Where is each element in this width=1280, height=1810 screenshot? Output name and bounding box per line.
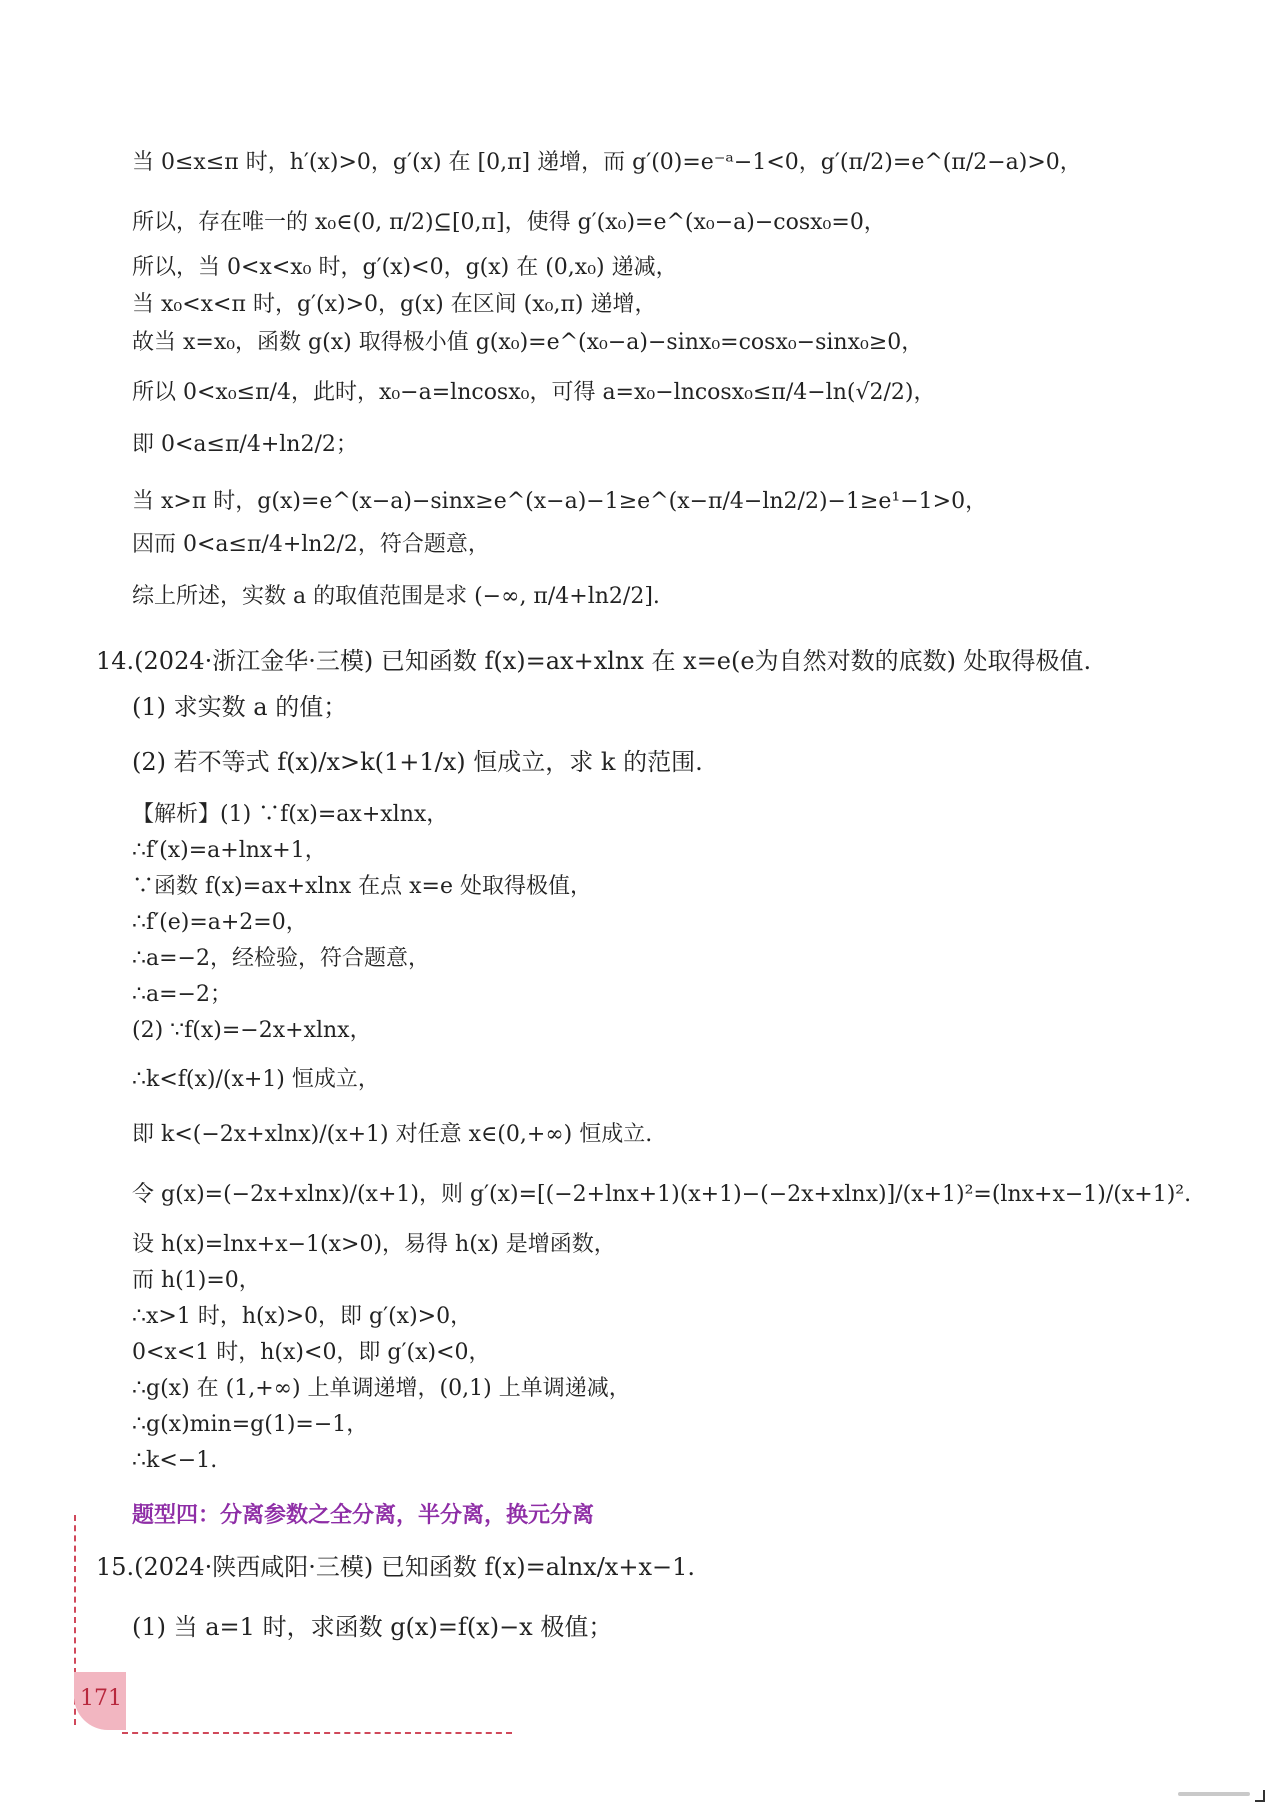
text-line: 所以，存在唯一的 x₀∈(0, π/2)⊆[0,π]，使得 g′(x₀)=e^(x₀−a)−cosx₀=0，	[132, 210, 886, 235]
text-line: 而 h(1)=0，	[132, 1268, 261, 1293]
text-line: 当 0≤x≤π 时，h′(x)>0，g′(x) 在 [0,π] 递增，而 g′(0)=e⁻ᵃ−1<0，g′(π/2)=e^(π/2−a)>0，	[132, 150, 1082, 175]
corner-bracket-icon	[1255, 1790, 1265, 1802]
section-heading: 题型四：分离参数之全分离，半分离，换元分离	[132, 1503, 595, 1528]
text-line: ∴k<−1.	[132, 1448, 218, 1473]
text-line: ∵函数 f(x)=ax+xlnx 在点 x=e 处取得极值，	[132, 874, 592, 899]
text-line: 0<x<1 时，h(x)<0，即 g′(x)<0，	[132, 1340, 491, 1365]
problem-14-part-1: (1) 求实数 a 的值；	[132, 693, 348, 721]
text-line: ∴a=−2；	[132, 982, 232, 1007]
problem-14-stem: 14.(2024·浙江金华·三模) 已知函数 f(x)=ax+xlnx 在 x=e(e为自然对数的底数) 处取得极值.	[96, 647, 1092, 675]
text-line: (2) ∵f(x)=−2x+xlnx，	[132, 1018, 372, 1043]
text-line: ∴f′(e)=a+2=0，	[132, 910, 308, 935]
text-line: 即 0<a≤π/4+ln2/2；	[132, 432, 358, 457]
problem-15-stem: 15.(2024·陕西咸阳·三模) 已知函数 f(x)=alnx/x+x−1.	[96, 1553, 695, 1581]
problem-14-part-2: (2) 若不等式 f(x)/x>k(1+1/x) 恒成立，求 k 的范围.	[132, 748, 703, 776]
page-number: 171	[80, 1686, 122, 1711]
text-line: 【解析】(1) ∵f(x)=ax+xlnx，	[132, 802, 449, 827]
text-line: ∴g(x) 在 (1,+∞) 上单调递增，(0,1) 上单调递减，	[132, 1376, 631, 1401]
footer-dashed-line	[122, 1732, 512, 1734]
text-line: ∴x>1 时，h(x)>0，即 g′(x)>0，	[132, 1304, 473, 1329]
text-line: ∴k<f(x)/(x+1) 恒成立，	[132, 1067, 380, 1092]
scroll-indicator[interactable]	[1178, 1792, 1250, 1796]
problem-15-part-1: (1) 当 a=1 时，求函数 g(x)=f(x)−x 极值；	[132, 1613, 613, 1641]
text-line: 当 x₀<x<π 时，g′(x)>0，g(x) 在区间 (x₀,π) 递增，	[132, 292, 657, 317]
text-line: 当 x>π 时，g(x)=e^(x−a)−sinx≥e^(x−a)−1≥e^(x−π/4−ln2/2)−1≥e¹−1>0，	[132, 489, 988, 514]
text-line: 设 h(x)=lnx+x−1(x>0)，易得 h(x) 是增函数，	[132, 1232, 616, 1257]
text-line: 故当 x=x₀，函数 g(x) 取得极小值 g(x₀)=e^(x₀−a)−sinx₀=cosx₀−sinx₀≥0，	[132, 330, 924, 355]
text-line: 因而 0<a≤π/4+ln2/2，符合题意，	[132, 532, 490, 557]
text-line: ∴f′(x)=a+lnx+1，	[132, 838, 327, 863]
text-line: 所以 0<x₀≤π/4，此时，x₀−a=lncosx₀，可得 a=x₀−lncosx₀≤π/4−ln(√2/2)，	[132, 380, 936, 405]
text-line: 令 g(x)=(−2x+xlnx)/(x+1)，则 g′(x)=[(−2+lnx+1)(x+1)−(−2x+xlnx)]/(x+1)²=(lnx+x−1)/(x+1)².	[132, 1182, 1192, 1207]
text-line: 综上所述，实数 a 的取值范围是求 (−∞, π/4+ln2/2].	[132, 584, 660, 609]
text-line: 所以，当 0<x<x₀ 时，g′(x)<0，g(x) 在 (0,x₀) 递减，	[132, 255, 678, 280]
text-line: 即 k<(−2x+xlnx)/(x+1) 对任意 x∈(0,+∞) 恒成立.	[132, 1122, 653, 1147]
text-line: ∴g(x)min=g(1)=−1，	[132, 1412, 369, 1437]
text-line: ∴a=−2，经检验，符合题意，	[132, 946, 430, 971]
